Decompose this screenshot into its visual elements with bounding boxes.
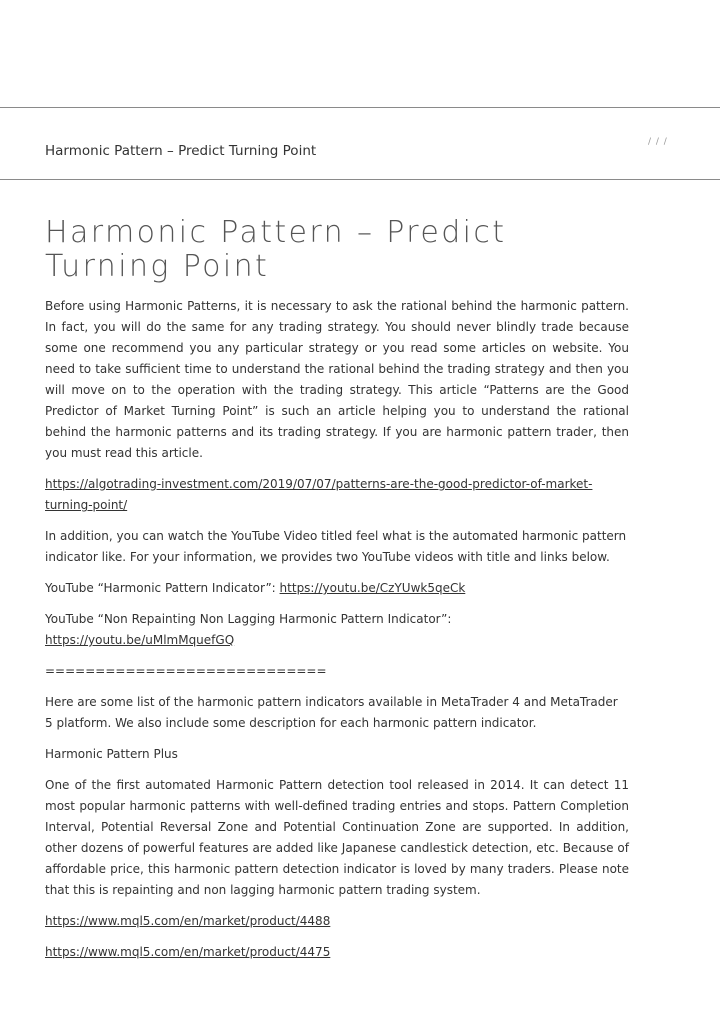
article-link[interactable] xyxy=(45,477,592,512)
youtube-link-2[interactable]: https://youtu.be/uMlmMquefGQ xyxy=(45,633,235,647)
youtube-label-1: YouTube “Harmonic Pattern Indicator”: xyxy=(45,581,280,595)
video-intro-paragraph: In addition, you can watch the YouTube Video titled feel what is the automated harmonic pattern indicator like. For your information, we provides two YouTube videos with title and links below. xyxy=(45,529,627,564)
header-top-divider xyxy=(0,107,720,108)
mql-link-2-line xyxy=(45,942,629,963)
article-title: Harmonic Pattern – Predict Turning Point xyxy=(45,215,507,284)
youtube-label-2: YouTube “Non Repainting Non Lagging Harmonic Pattern Indicator”: xyxy=(45,612,452,626)
intro-paragraph: Before using Harmonic Patterns, it is necessary to ask the rational behind the harmonic pattern. In fact, you will do the same for any trading strategy. You should never blindly trade because some one recommend you any particular strategy or you read some articles on website. You need to take sufficient time to understand the rational behind the trading strategy and then you will move on to the operation with the trading strategy. This article “Patterns are the Good Predictor of Market Turning Point” is such an article helping you to understand the rational behind the harmonic patterns and its trading strategy. If you are harmonic pattern trader, then you must read this article. xyxy=(45,299,629,460)
article-body xyxy=(45,216,629,973)
header-title: Harmonic Pattern – Predict Turning Point xyxy=(45,143,317,159)
youtube-link-1[interactable]: https://youtu.be/CzYUwk5qeCk xyxy=(279,581,466,595)
youtube-line-2 xyxy=(45,609,629,651)
article-link-paragraph xyxy=(45,474,629,516)
mql-link-2[interactable]: https://www.mql5.com/en/market/product/4475 xyxy=(45,945,331,959)
product-description: One of the first automated Harmonic Pattern detection tool released in 2014. It can detect 11 most popular harmonic patterns with well-defined trading entries and stops. Pattern Completion Interval, Potential Reversal Zone and Potential Continuation Zone are supported. In addition, other dozens of powerful features are added like Japanese candlestick detection, etc. Because of affordable price, this harmonic pattern detection indicator is loved by many traders. Please note that this is repainting and non lagging harmonic pattern trading system. xyxy=(45,778,629,897)
article-link-part1: https://algotrading-investment.com/2019/07/07/patterns-are-the-good-predictor-of-market- xyxy=(45,477,593,491)
mql-link-1[interactable]: https://www.mql5.com/en/market/product/4488 xyxy=(45,914,331,928)
product-name: Harmonic Pattern Plus xyxy=(45,747,178,761)
article-link-part2: turning-point/ xyxy=(45,498,128,512)
list-intro-paragraph: Here are some list of the harmonic pattern indicators available in MetaTrader 4 and MetaTrader 5 platform. We also include some description for each harmonic pattern indicator. xyxy=(45,695,618,730)
header-bottom-divider xyxy=(0,179,720,180)
mql-link-1-line xyxy=(45,911,629,932)
youtube-line-1 xyxy=(45,578,629,599)
header-slashes: / / / xyxy=(648,137,668,147)
separator-line: ============================ xyxy=(45,664,327,678)
